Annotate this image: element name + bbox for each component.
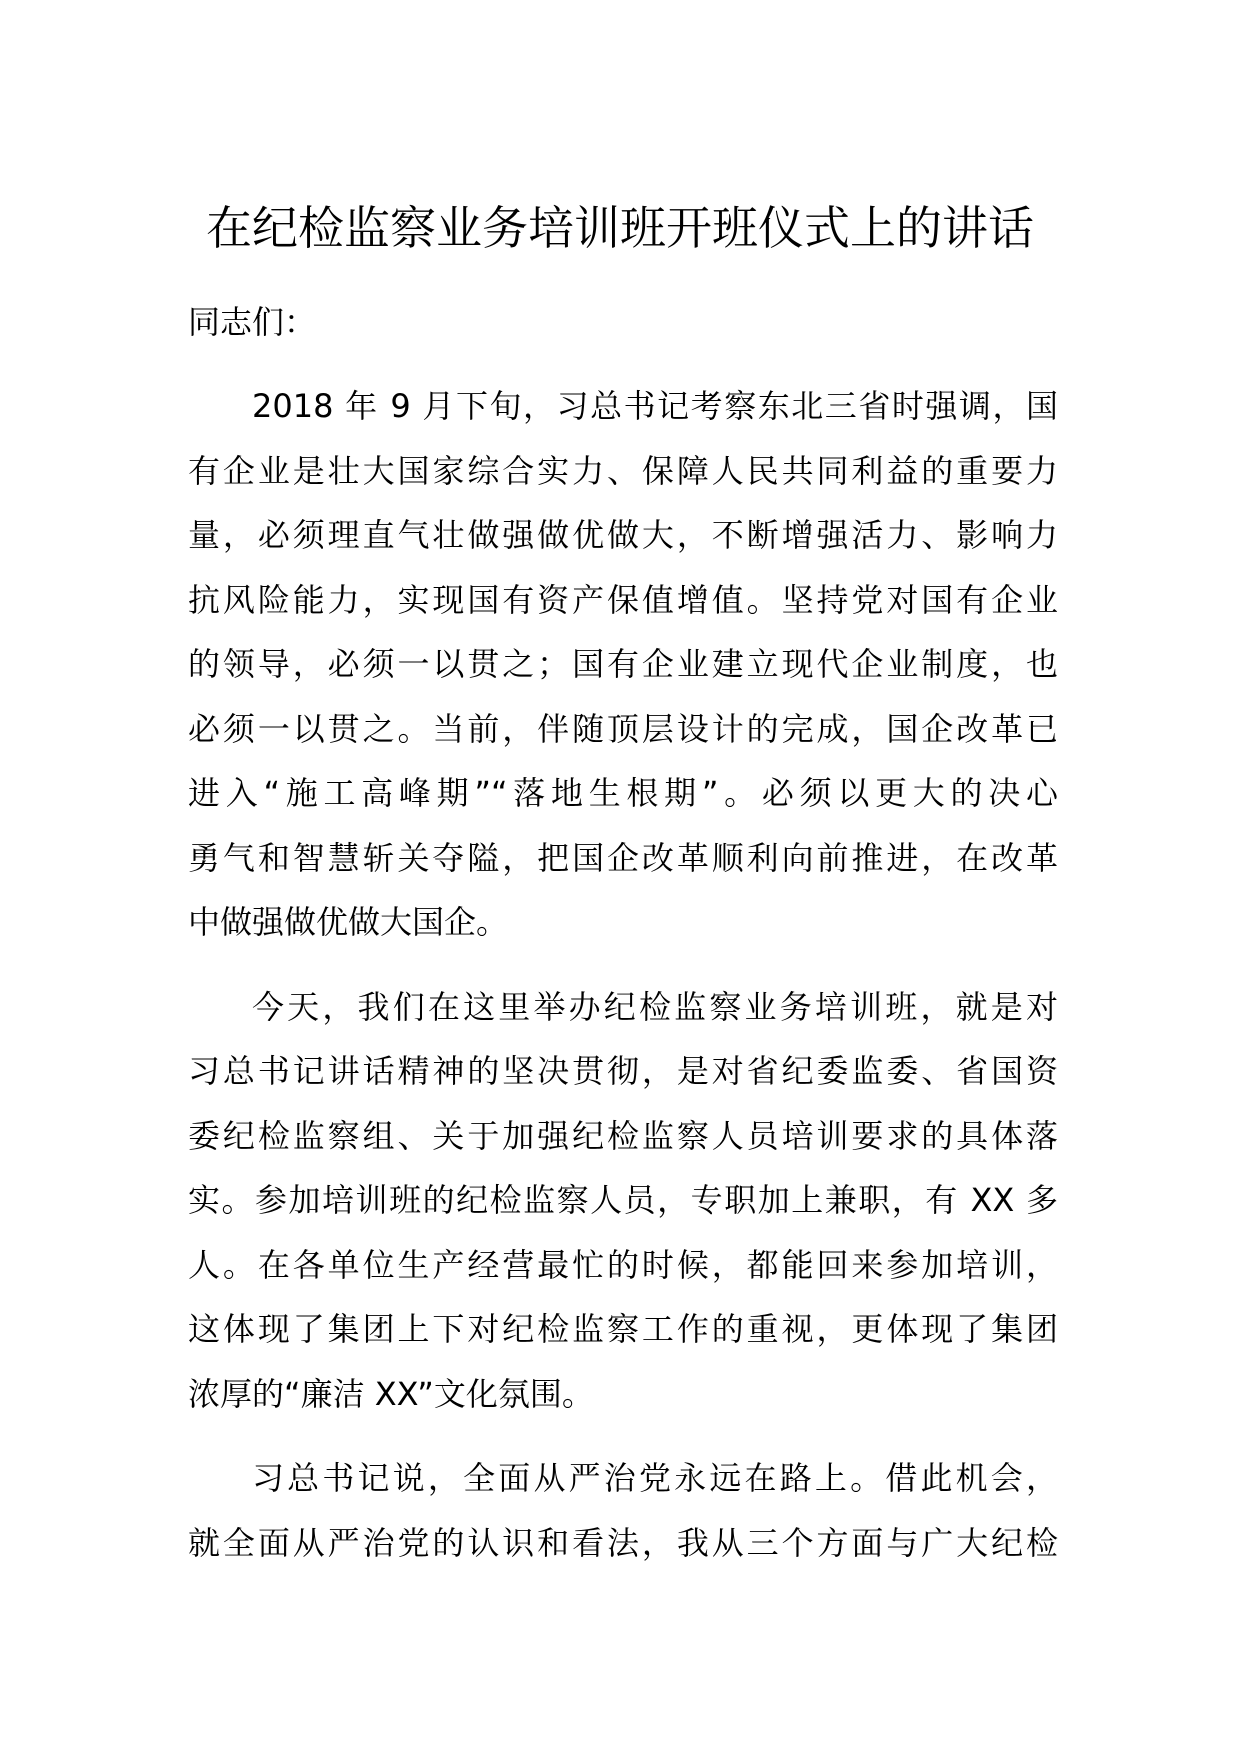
text-line: 习总书记讲话精神的坚决贯彻，是对省纪委监委、省国资 bbox=[188, 1052, 1058, 1090]
text-line: 中做强做优做大国企。 bbox=[188, 903, 509, 941]
text-line: 量，必须理直气壮做强做优做大，不断增强活力、影响力 bbox=[188, 516, 1058, 554]
paragraph-3 bbox=[188, 1446, 1058, 1575]
text-line: 习总书记说，全面从严治党永远在路上。借此机会， bbox=[252, 1459, 1058, 1497]
text-line: 有企业是壮大国家综合实力、保障人民共同利益的重要力 bbox=[188, 451, 1058, 490]
text-line: 勇气和智慧斩关夺隘，把国企改革顺利向前推进，在改革 bbox=[188, 838, 1058, 877]
text-line: 浓厚的“廉洁 XX”文化氛围。 bbox=[188, 1374, 594, 1413]
text-line: 这体现了集团上下对纪检监察工作的重视，更体现了集团 bbox=[188, 1310, 1058, 1348]
paragraph-1 bbox=[188, 374, 1058, 955]
text-line: 必须一以贯之。当前，伴随顶层设计的完成，国企改革已 bbox=[188, 709, 1058, 748]
text-line: 今天，我们在这里举办纪检监察业务培训班，就是对 bbox=[252, 987, 1058, 1026]
text-line: 的领导，必须一以贯之；国有企业建立现代企业制度，也 bbox=[188, 645, 1058, 683]
salutation: 同志们： bbox=[188, 303, 317, 341]
paragraph-2 bbox=[188, 975, 1058, 1427]
text-line: 2018 年 9 月下旬，习总书记考察东北三省时强调，国 bbox=[252, 387, 1058, 425]
document-title: 在纪检监察业务培训班开班仪式上的讲话 bbox=[206, 201, 1034, 255]
text-line: 人。在各单位生产经营最忙的时候，都能回来参加培训， bbox=[188, 1245, 1058, 1284]
text-line: 实。参加培训班的纪检监察人员，专职加上兼职，有 XX 多 bbox=[188, 1181, 1058, 1219]
text-line: 就全面从严治党的认识和看法，我从三个方面与广大纪检 bbox=[188, 1523, 1058, 1562]
document-body bbox=[188, 290, 1058, 1595]
text-line: 进入“施工高峰期”“落地生根期”。必须以更大的决心 bbox=[188, 774, 1058, 812]
text-line: 委纪检监察组、关于加强纪检监察人员培训要求的具体落 bbox=[188, 1116, 1058, 1155]
text-line: 抗风险能力，实现国有资产保值增值。坚持党对国有企业 bbox=[188, 580, 1058, 619]
